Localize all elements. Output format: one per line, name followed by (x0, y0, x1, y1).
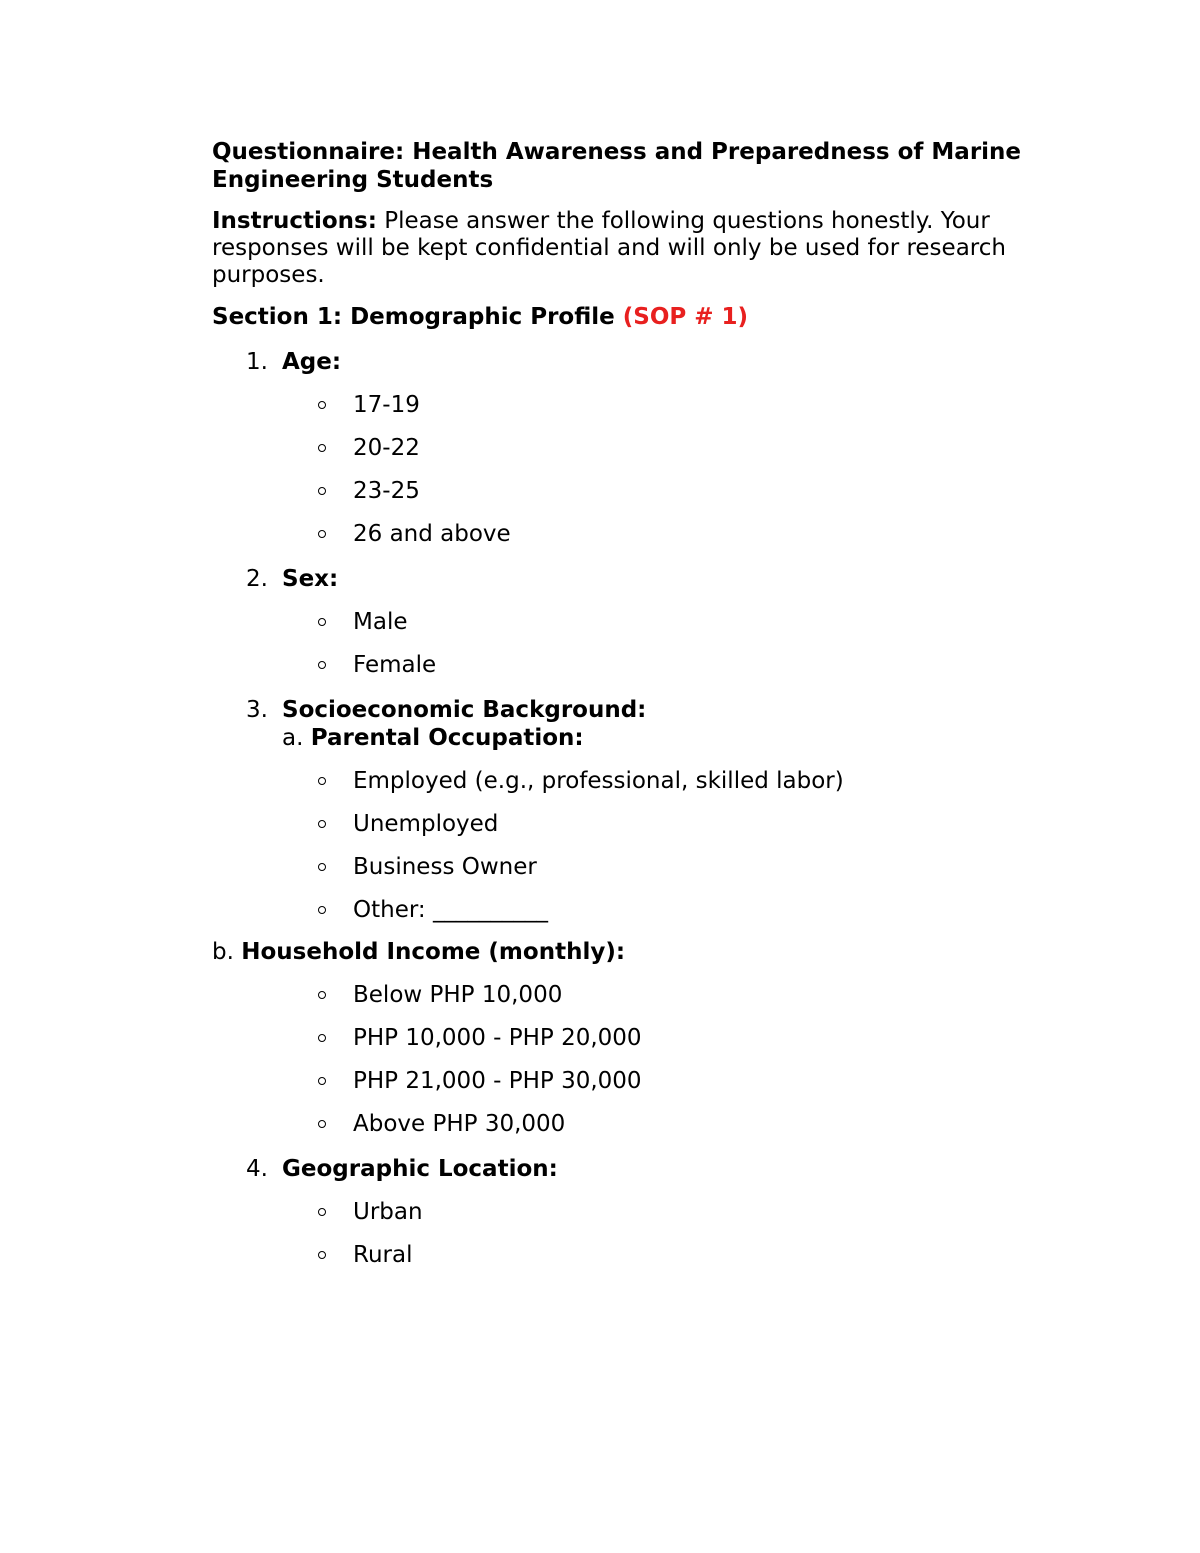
question-sex (212, 565, 1072, 593)
question-number: 4. (246, 1156, 268, 1182)
option-item: 26 and above (212, 520, 1072, 548)
question-number: 3. (246, 697, 268, 723)
subquestion-label: Household Income (monthly): (241, 939, 626, 965)
instructions-text: Please answer the following questions honestly. Your responses will be kept confidential and will only be used for research purposes. (212, 208, 1006, 288)
option-item: PHP 21,000 - PHP 30,000 (212, 1067, 1072, 1095)
question-label: Age: (282, 349, 342, 375)
bullet-circle-icon (318, 444, 326, 452)
option-item: Other: __________ (212, 896, 1072, 924)
bullet-circle-icon (318, 777, 326, 785)
question-socioeconomic (212, 696, 1072, 724)
question-number: 2. (246, 566, 268, 592)
question-geographic-location (212, 1155, 1072, 1183)
bullet-circle-icon (318, 1077, 326, 1085)
bullet-circle-icon (318, 1120, 326, 1128)
bullet-circle-icon (318, 401, 326, 409)
question-label: Geographic Location: (282, 1156, 558, 1182)
instructions (212, 208, 1072, 289)
option-item: Female (212, 651, 1072, 679)
option-item: Below PHP 10,000 (212, 981, 1072, 1009)
subquestion-label: Parental Occupation: (310, 725, 584, 751)
age-options (212, 391, 1072, 548)
subquestion-household-income: b. Household Income (monthly): (212, 939, 626, 965)
option-item: 20-22 (212, 434, 1072, 462)
section-title: Section 1: Demographic Profile (212, 304, 623, 330)
question-label: Sex: (282, 566, 339, 592)
bullet-circle-icon (318, 820, 326, 828)
bullet-circle-icon (318, 661, 326, 669)
document-content (212, 138, 1072, 1269)
question-number: 1. (246, 349, 268, 375)
bullet-circle-icon (318, 618, 326, 626)
option-item: 17-19 (212, 391, 1072, 419)
option-item: Rural (212, 1241, 1072, 1269)
question-label: Socioeconomic Background: (282, 697, 647, 723)
section-heading (212, 303, 1072, 331)
option-item: Business Owner (212, 853, 1072, 881)
bullet-circle-icon (318, 991, 326, 999)
option-item: Male (212, 608, 1072, 636)
bullet-circle-icon (318, 1251, 326, 1259)
bullet-circle-icon (318, 1034, 326, 1042)
sex-options (212, 608, 1072, 679)
bullet-circle-icon (318, 530, 326, 538)
option-item: Above PHP 30,000 (212, 1110, 1072, 1138)
bullet-circle-icon (318, 863, 326, 871)
geographic-location-options (212, 1198, 1072, 1269)
option-item: PHP 10,000 - PHP 20,000 (212, 1024, 1072, 1052)
option-item: Unemployed (212, 810, 1072, 838)
bullet-circle-icon (318, 487, 326, 495)
document-title: Questionnaire: Health Awareness and Preparedness of Marine Engineering Students (212, 139, 1022, 193)
parental-occupation-options (212, 767, 1072, 924)
subquestion-parental-occupation: a. Parental Occupation: (282, 725, 584, 751)
bullet-circle-icon (318, 1208, 326, 1216)
question-age (212, 348, 1072, 376)
sop-tag: (SOP # 1) (622, 304, 749, 330)
bullet-circle-icon (318, 906, 326, 914)
option-item: Urban (212, 1198, 1072, 1226)
option-item: 23-25 (212, 477, 1072, 505)
option-item: Employed (e.g., professional, skilled labor) (212, 767, 1072, 795)
instructions-label: Instructions: (212, 208, 377, 234)
household-income-options (212, 981, 1072, 1138)
